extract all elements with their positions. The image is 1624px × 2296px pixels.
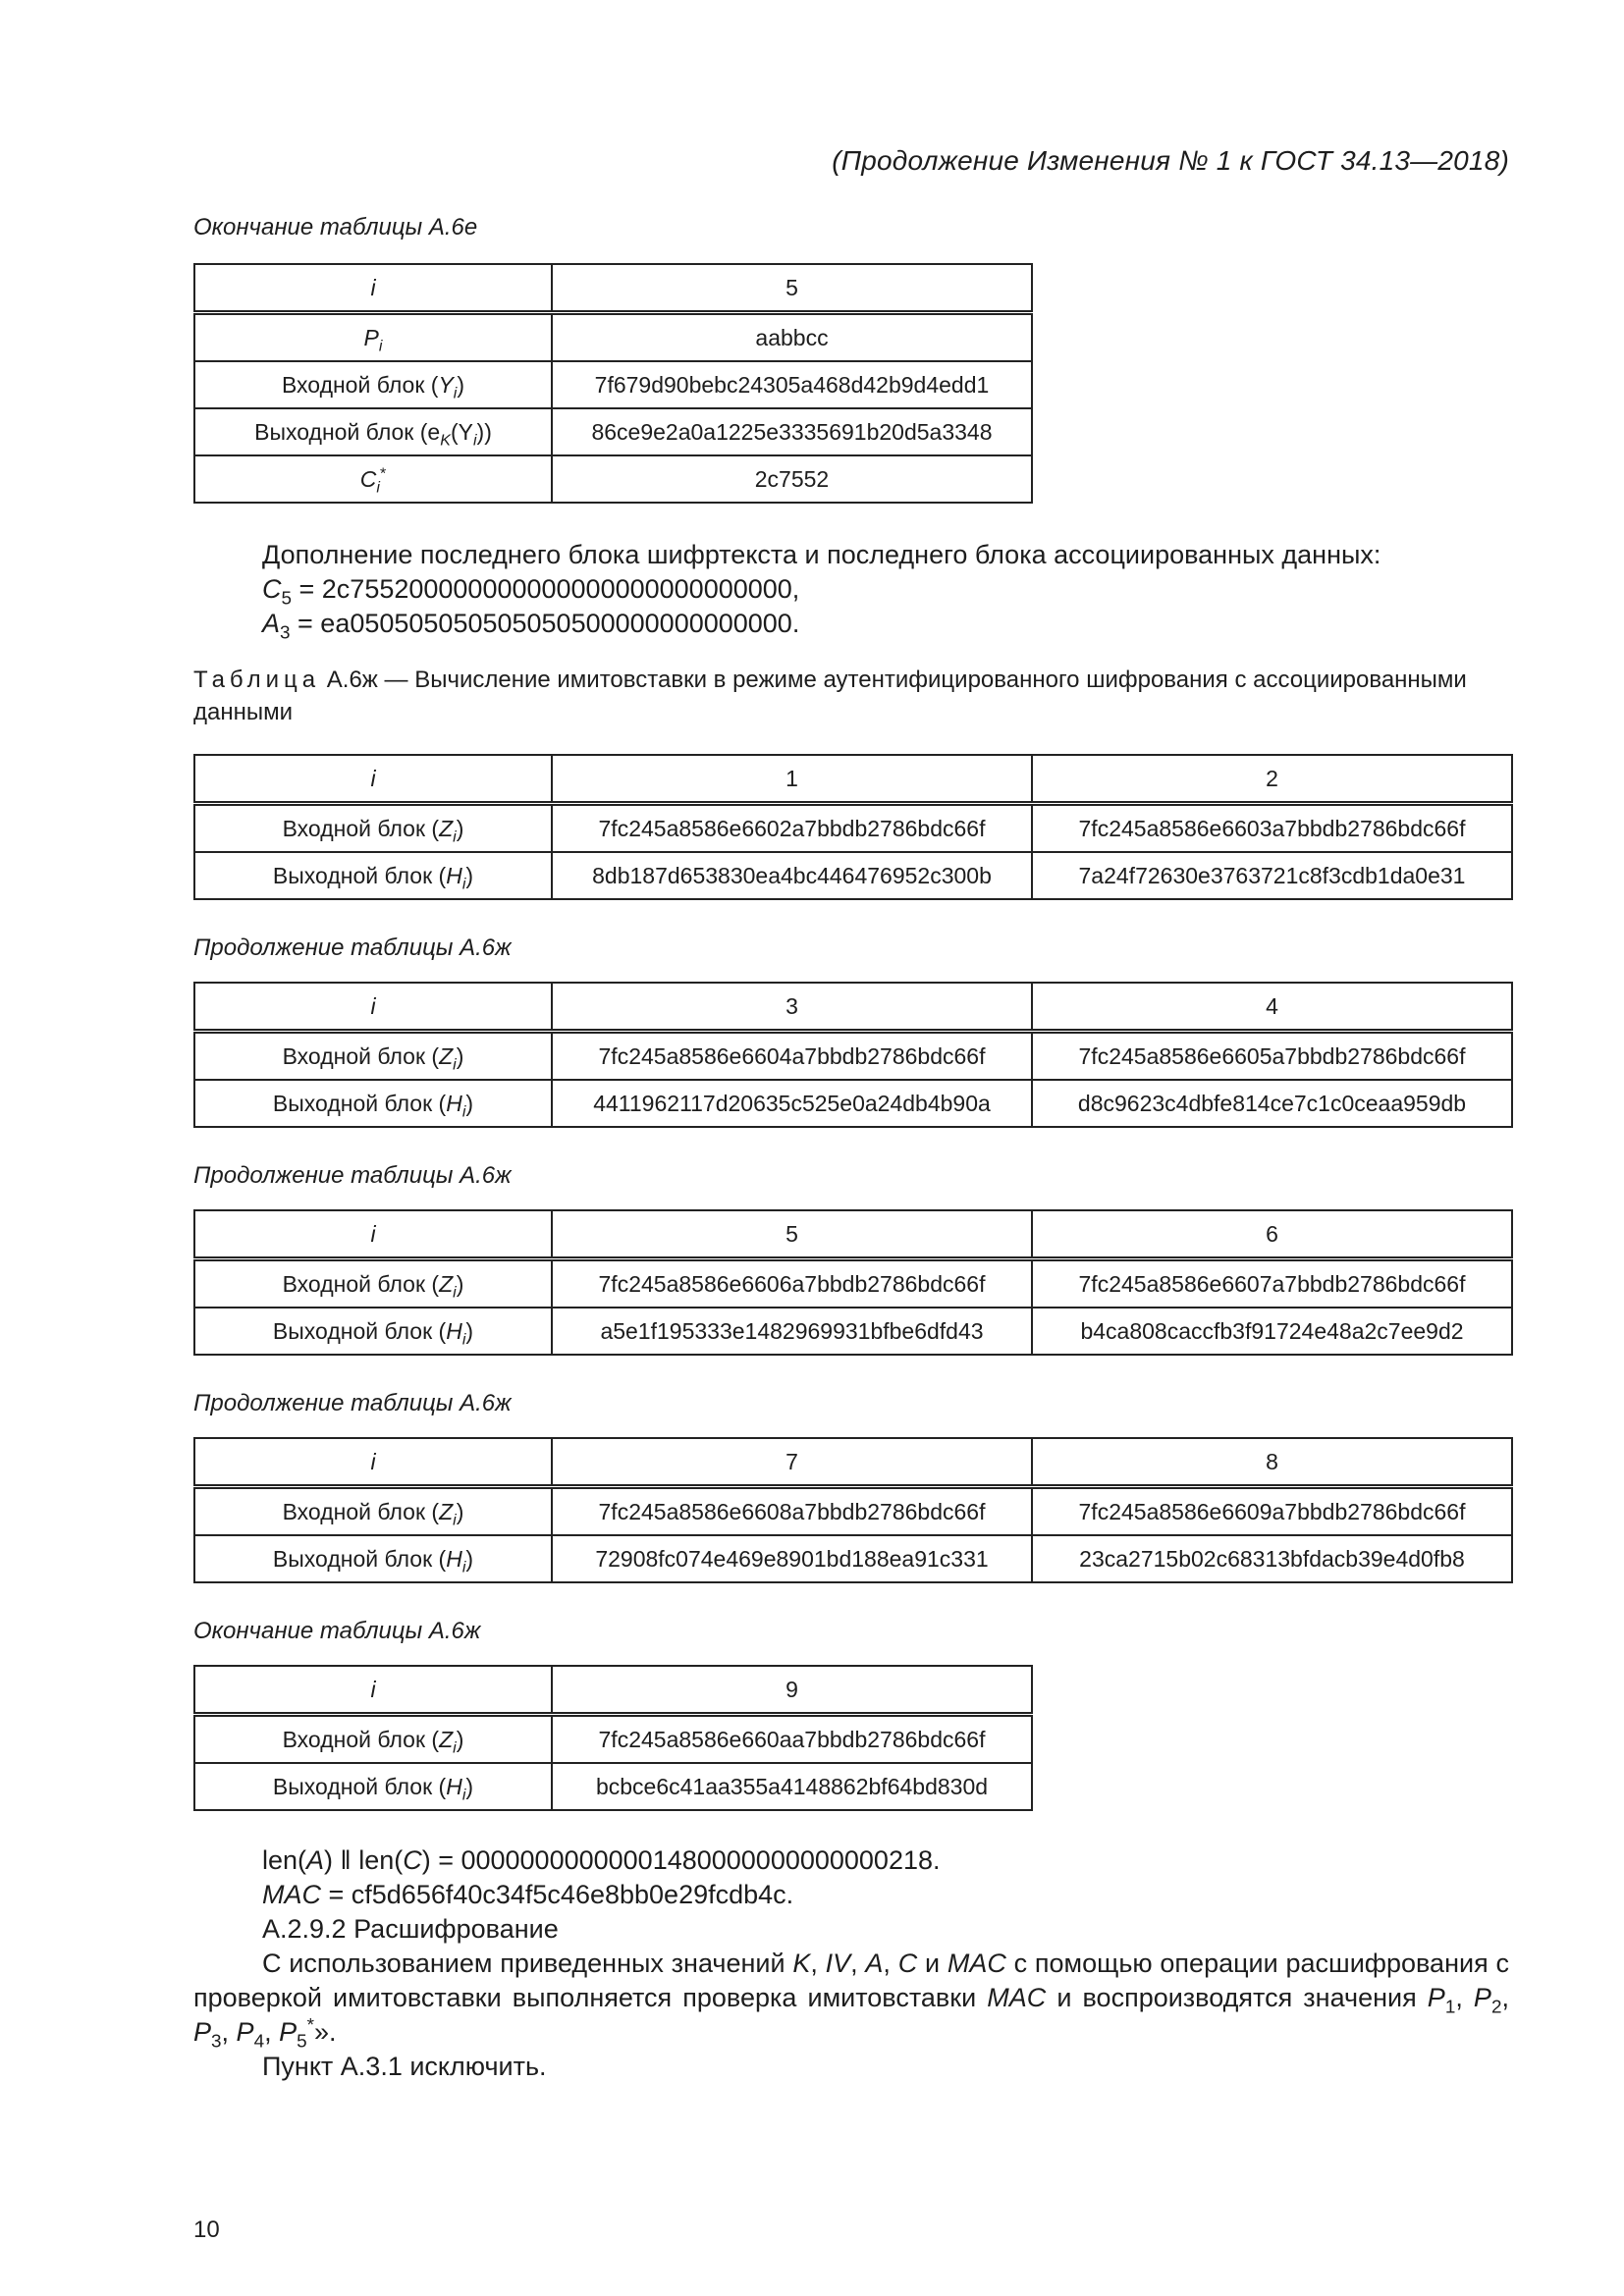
row-label-input: Входной блок $(Z_i)$ [194,804,552,853]
cell-value: 23ca2715b02c68313bfdacb39e4d0fb8 [1032,1535,1512,1582]
table-a6e-end [193,263,1033,504]
header-cell-index: 4 [1032,983,1512,1032]
table-row [194,313,1032,362]
header-cell-i: i [194,264,552,313]
row-label-p: $P_i$ [194,313,552,362]
section-heading: А.2.9.2 Расшифрование [262,1914,559,1944]
header-cell-index: 5 [552,264,1032,313]
header-cell-index: 1 [552,755,1032,804]
table-row [194,804,1512,853]
table-row [194,408,1032,455]
cell-value: 7fc245a8586e660aa7bbdb2786bdc66f [552,1715,1032,1764]
row-label-input: Входной блок $(Z_i)$ [194,1715,552,1764]
cell-value: b4ca808caccfb3f91724e48a2c7ee9d2 [1032,1308,1512,1355]
exclude-line: Пункт А.3.1 исключить. [262,2052,547,2081]
table-a6e-caption: Окончание таблицы А.6е [193,214,478,240]
cell-value: d8c9623c4dbfe814ce7c1c0ceaa959db [1032,1080,1512,1127]
table-a6zh-part-caption: Окончание таблицы А.6ж [193,1618,481,1644]
row-label-output: Выходной блок $(H_i)$ [194,1763,552,1810]
cell-value: a5e1f195333e1482969931bfbe6dfd43 [552,1308,1032,1355]
header-cell-index: 5 [552,1210,1032,1259]
table-a6zh-part [193,982,1513,1128]
cell-value: 7fc245a8586e6608a7bbdb2786bdc66f [552,1487,1032,1536]
final-text [193,1843,1509,2084]
header-cell-index: 9 [552,1666,1032,1715]
padding-intro: Дополнение последнего блока шифртекста и последнего блока ассоциированных данных: [262,540,1381,569]
row-label-output: Выходной блок $(e_K(Y_i))$ [194,408,552,455]
padding-text [193,538,1578,644]
cell-value: 7f679d90bebc24305a468d42b9d4edd1 [552,361,1032,408]
table-a6zh-part-caption: Продолжение таблицы А.6ж [193,1162,512,1189]
page-number: 10 [193,2216,220,2243]
cell-value: 7a24f72630e3763721c8f3cdb1da0e31 [1032,852,1512,899]
table-a6zh-title: Таблица А.6ж — Вычисление имитовставки в режиме аутентифицированного шифрования с ассоциированными данными [193,667,1467,725]
cell-value: 7fc245a8586e6603a7bbdb2786bdc66f [1032,804,1512,853]
header-cell-index: 7 [552,1438,1032,1487]
header-cell-i: i [194,755,552,804]
cell-value: 8db187d653830ea4bc446476952c300b [552,852,1032,899]
table-row [194,1487,1512,1536]
table-a6zh-part [193,1437,1513,1583]
table-a6zh-part [193,1665,1033,1811]
cell-value: 7fc245a8586e6605a7bbdb2786bdc66f [1032,1032,1512,1081]
header-cell-index: 6 [1032,1210,1512,1259]
decryption-paragraph: С использованием приведенных значений K, IV, A, C и MAC с помощью операции расшифрования с проверкой имитовставки выполняется проверка имитовставки MAC и воспроизводятся значения $P_1$, $P_2$, $P_3$, $P_4$, $P_5^*$». [193,1949,1509,2053]
header-cell-i: i [194,1666,552,1715]
table-row [194,1308,1512,1355]
table-row [194,455,1032,503]
table-row [194,1715,1032,1764]
header-cell-i: i [194,1438,552,1487]
table-row [194,1259,1512,1308]
cell-value: 7fc245a8586e6607a7bbdb2786bdc66f [1032,1259,1512,1308]
cell-value: 7fc245a8586e6604a7bbdb2786bdc66f [552,1032,1032,1081]
cell-value: aabbcc [552,313,1032,362]
table-row [194,1666,1032,1715]
c5-line: $C_5 = 2c755200000000000000000000000000$, [262,574,800,610]
table-row [194,983,1512,1032]
len-line: len(A) ‖ len(C) = 00000000000001480000000000000218. [262,1845,941,1875]
table-a6zh-part [193,754,1513,900]
cell-value: 7fc245a8586e6609a7bbdb2786bdc66f [1032,1487,1512,1536]
header-cell-i: i [194,1210,552,1259]
table-a6zh-part-caption: Продолжение таблицы А.6ж [193,934,512,961]
row-label-output: Выходной блок $(H_i)$ [194,1535,552,1582]
table-a6zh-part-caption: Продолжение таблицы А.6ж [193,1390,512,1416]
table-a6zh-part [193,1209,1513,1356]
cell-value: 4411962117d20635c525e0a24db4b90a [552,1080,1032,1127]
mac-line: MAC = cf5d656f40c34f5c46e8bb0e29fcdb4c. [262,1880,794,1909]
table-row [194,1032,1512,1081]
cell-value: bcbce6c41aa355a4148862bf64bd830d [552,1763,1032,1810]
table-row [194,264,1032,313]
table-row [194,755,1512,804]
table-row [194,1763,1032,1810]
header-cell-index: 8 [1032,1438,1512,1487]
row-label-output: Выходной блок $(H_i)$ [194,1308,552,1355]
header-cell-index: 2 [1032,755,1512,804]
header-cell-index: 3 [552,983,1032,1032]
cell-value: 2c7552 [552,455,1032,503]
table-row [194,852,1512,899]
header-cell-i: i [194,983,552,1032]
cell-value: 72908fc074e469e8901bd188ea91c331 [552,1535,1032,1582]
table-row [194,1210,1512,1259]
row-label-output: Выходной блок $(H_i)$ [194,852,552,899]
header-note: (Продолжение Изменения № 1 к ГОСТ 34.13—2018) [832,145,1509,176]
row-label-input: Входной блок $(Z_i)$ [194,1032,552,1081]
row-label-output: Выходной блок $(H_i)$ [194,1080,552,1127]
table-row [194,1438,1512,1487]
cell-value: 86ce9e2a0a1225e3335691b20d5a3348 [552,408,1032,455]
row-label-input: Входной блок $(Y_i)$ [194,361,552,408]
row-label-c: $C_i^*$ [194,455,552,503]
table-row [194,361,1032,408]
table-row [194,1080,1512,1127]
a3-line: $A_3 = ea050505050505050500000000000000$. [262,609,800,644]
cell-value: 7fc245a8586e6602a7bbdb2786bdc66f [552,804,1032,853]
row-label-input: Входной блок $(Z_i)$ [194,1487,552,1536]
cell-value: 7fc245a8586e6606a7bbdb2786bdc66f [552,1259,1032,1308]
table-row [194,1535,1512,1582]
row-label-input: Входной блок $(Z_i)$ [194,1259,552,1308]
